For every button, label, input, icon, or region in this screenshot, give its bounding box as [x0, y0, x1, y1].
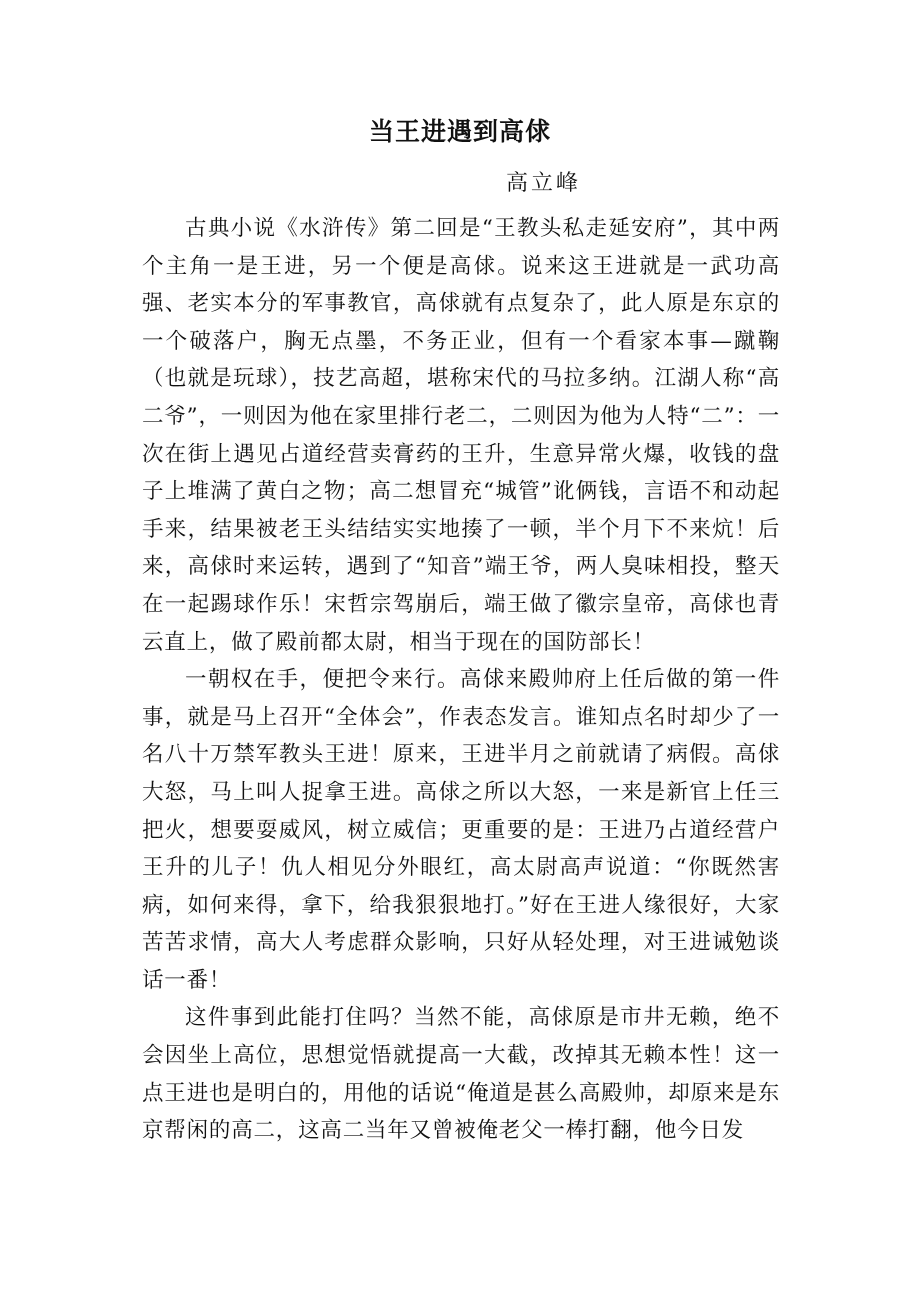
paragraph-1: 古典小说《水浒传》第二回是“王教头私走延安府”，其中两个主角一是王进，另一个便是高俅。说来这王进就是一武功高强、老实本分的军事教官，高俅就有点复杂了，此人原是东京的一个破落户，胸无点墨，不务正业，但有一个看家本事—蹴鞠（也就是玩球），技艺高超，堪称宋代的马拉多纳。江湖人称“高二爷”，一则因为他在家里排行老二，二则因为他为人特“二”：一次在街上遇见占道经营卖膏药的王升，生意异常火爆，收钱的盘子上堆满了黄白之物；高二想冒充“城管”讹俩钱，言语不和动起手来，结果被老王头结结实实地揍了一顿，半个月下不来炕！后来，高俅时来运转，遇到了“知音”端王爷，两人臭味相投，整天在一起踢球作乐！宋哲宗驾崩后，端王做了徽宗皇帝，高俅也青云直上，做了殿前都太尉，相当于现在的国防部长！ [142, 216, 780, 655]
document-author: 高立峰 [506, 171, 582, 196]
document-body [142, 210, 780, 1150]
paragraph-2: 一朝权在手，便把令来行。高俅来殿帅府上任后做的第一件事，就是马上召开“全体会”，作表态发言。谁知点名时却少了一名八十万禁军教头王进！原来，王进半月之前就请了病假。高俅大怒，马上叫人捉拿王进。高俅之所以大怒，一来是新官上任三把火，想要耍威风，树立威信；更重要的是：王进乃占道经营户王升的儿子！仇人相见分外眼红，高太尉高声说道：“你既然害病，如何来得，拿下，给我狠狠地打。”好在王进人缘很好，大家苦苦求情，高大人考虑群众影响，只好从轻处理，对王进诫勉谈话一番！ [142, 667, 780, 993]
document-title: 当王进遇到高俅 [368, 117, 551, 146]
paragraph-3: 这件事到此能打住吗？当然不能，高俅原是市井无赖，绝不会因坐上高位，思想觉悟就提高一大截，改掉其无赖本性！这一点王进也是明白的，用他的话说“俺道是甚么高殿帅，却原来是东京帮闲的高二，这高二当年又曾被俺老父一棒打翻，他今日发 [142, 1005, 780, 1144]
